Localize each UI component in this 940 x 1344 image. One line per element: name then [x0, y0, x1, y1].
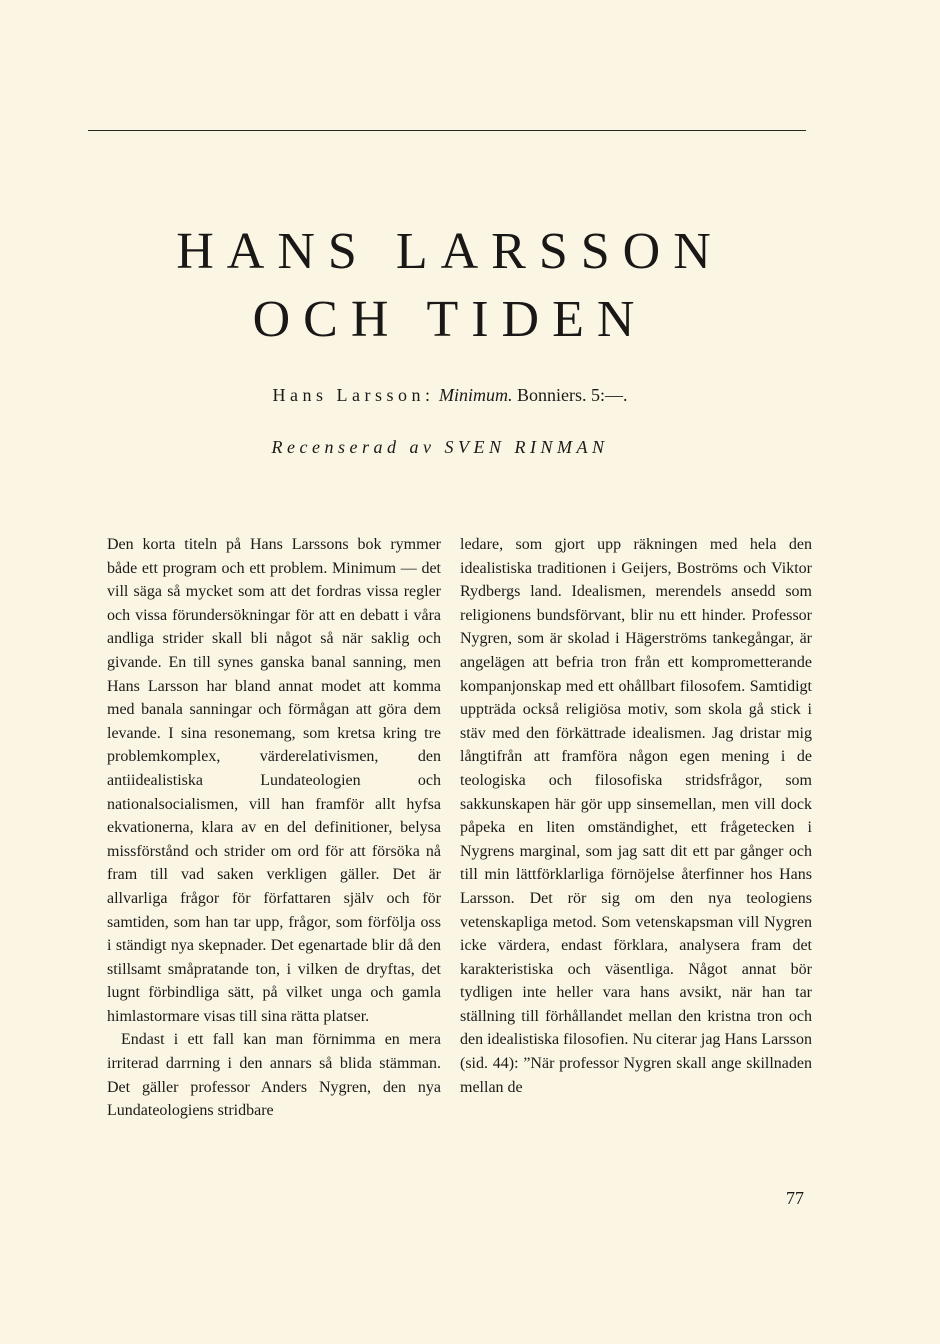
right-column: [460, 533, 812, 1099]
page-number: 77: [786, 1188, 804, 1208]
body-paragraph: Den korta titeln på Hans Larssons bok rymmer både ett program och ett problem. Minimum — det vill säga så mycket som att det fordras vissa regler och vissa förundersökningar för att en debatt i våra andliga strider skall bli något så när saklig och givande. En till synes ganska banal sanning, men Hans Larsson har bland annat modet att komma med banala sanningar och förmågan att göra dem levande. I sina resonemang, som kretsa kring tre problemkomplex, värderelativismen, den antiidealistiska Lundateologien och nationalsocialismen, vill han framför allt hyfsa ekvationerna, klara av en del definitioner, belysa missförstånd och strider om ord för att försöka nå fram till vad saken verkligen gäller. Det är allvarliga frågor för författaren själv och för samtiden, som han tar upp, frågor, som förfölja oss i ständigt nya skepnader. Det egenartade blir då den stillsamt småpratande ton, i vilken de dryftas, det lugnt förbindliga sätt, på vilket unga och gamla himlastormare visas till sina rätta platser.: [107, 536, 441, 1025]
left-column: [107, 533, 441, 1123]
book-author: Hans Larsson:: [272, 385, 435, 405]
book-title: Minimum.: [438, 385, 513, 405]
article-title-line-1: HANS LARSSON: [176, 223, 724, 280]
body-paragraph: Endast i ett fall kan man förnimma en mera irriterad darrning i den annars så blida stämman. Det gäller professor Anders Nygren, den nya Lundateologiens stridbare: [107, 1031, 441, 1120]
book-publisher-price: Bonniers. 5:—.: [516, 385, 628, 405]
book-reference: [0, 386, 900, 404]
body-paragraph: ledare, som gjort upp räkningen med hela den idealistiska traditionen i Geijers, Boströms och Viktor Rydbergs land. Idealismen, merendels ansedd som religionens bundsförvant, blir nu ett hinder. Professor Nygren, som är skolad i Hägerströms tankegångar, är angelägen att befria tron från ett komprometterande kompanjonskap med ett ohållbart filosofem. Samtidigt uppträda också religiösa motiv, som skola gå stick i stäv med den förkättrade idealismen. Jag dristar mig långtifrån att framföra någon egen mening i de teologiska och filosofiska stridsfrågor, som sakkunskapen här gör upp sinsemellan, men vill dock påpeka en liten omständighet, ett frågetecken i Nygrens marginal, som jag satt dit ett par gånger och till min lättförklarliga förnöjelse återfinner hos Hans Larsson. Det rör sig om den nya teologiens vetenskapliga metod. Som vetenskapsman vill Nygren icke värdera, endast förklara, analysera fram det karakteristiska och väsentliga. Något annat bör tydligen inte heller vara hans avsikt, när han tar ställning till förhållandet mellan den kristna tron och den idealistiska filosofien. Nu citerar jag Hans Larsson (sid. 44): ”När professor Nygren skall ange skillnaden mellan de: [460, 536, 812, 1096]
article-title-line-2: OCH TIDEN: [252, 291, 648, 348]
byline: Recenserad av SVEN RINMAN: [271, 437, 609, 457]
top-rule: [88, 130, 806, 131]
